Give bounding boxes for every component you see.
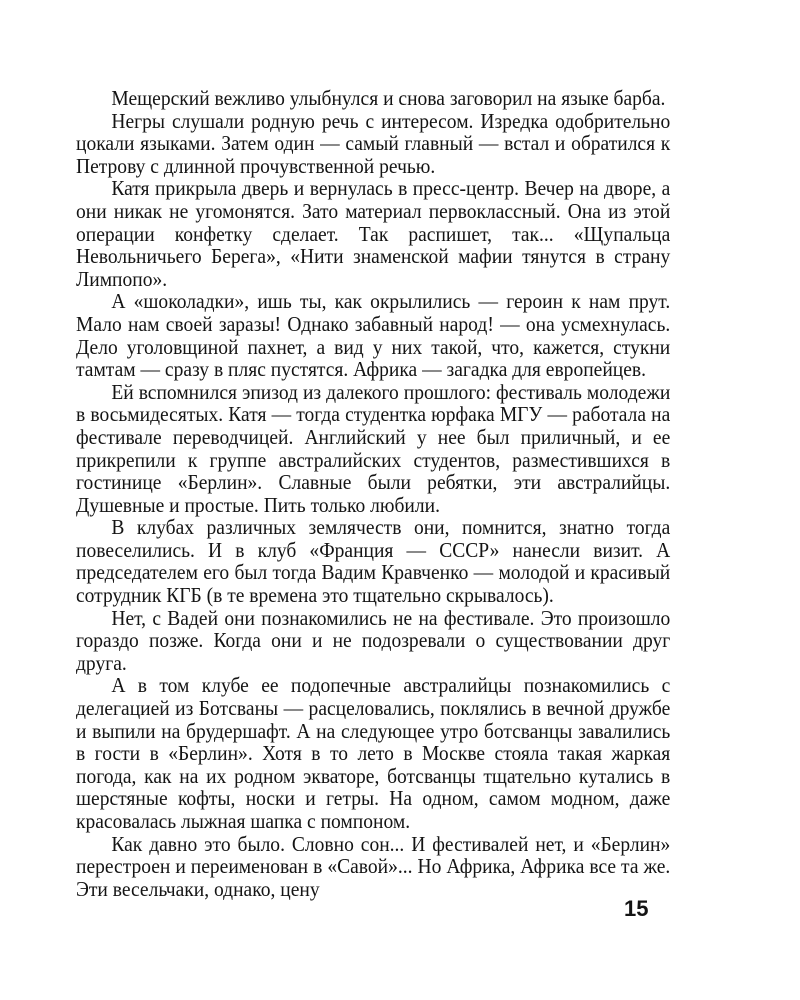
paragraph: Как давно это было. Словно сон... И фестивалей нет, и «Берлин» перестроен и переименован в «Савой»... Но Африка, Африка все та же. Эти весельчаки, однако, цену [76,831,671,901]
paragraph: А в том клубе ее подопечные австралийцы познакомились с делегацией из Ботсваны — расцеловались, поклялись в вечной дружбе и выпили на брудершафт. А на следующее утро ботсванцы завалились в гости в «Берлин». Хотя в то лето в Москве стояла такая жаркая погода, как на их родном экваторе, ботсванцы тщательно кутались в шерстяные кофты, носки и гетры. На одном, самом модном, даже красовалась лыжная шапка с помпоном. [76,673,671,833]
paragraph: Ей вспомнился эпизод из далекого прошлого: фестиваль молодежи в восьмидесятых. Катя — тогда студентка юрфака МГУ — работала на фестивале переводчицей. Английский у нее был приличный, и ее прикрепили к группе австралийских студентов, разместившихся в гостинице «Берлин». Славные были ребятки, эти австралийцы. Душевные и простые. Пить только любили. [76,379,671,517]
paragraph: Негры слушали родную речь с интересом. Изредка одобрительно цокали языками. Затем один — самый главный — встал и обратился к Петрову с длинной прочувственной речью. [76,108,671,178]
paragraph: В клубах различных землячеств они, помнится, знатно тогда повеселились. И в клуб «Франция — СССР» нанесли визит. А председателем его был тогда Вадим Кравченко — молодой и красивый сотрудник КГБ (в те времена это тщательно скрывалось). [76,515,671,608]
paragraph: Нет, с Вадей они познакомились не на фестивале. Это произошло гораздо позже. Когда они и не подозревали о существовании друг друга. [76,605,671,675]
body-text [76,87,670,900]
page-number: 15 [624,896,649,921]
paragraph: Мещерский вежливо улыбнулся и снова заговорил на языке барба. [111,86,666,110]
paragraph: А «шоколадки», ишь ты, как окрылились — героин к нам прут. Мало нам своей заразы! Однако забавный народ! — она усмехнулась. Дело уголовщиной пахнет, а вид у них такой, что, кажется, стукни тамтам — сразу в пляс пустятся. Африка — загадка для европейцев. [76,289,671,382]
paragraph: Катя прикрыла дверь и вернулась в пресс-центр. Вечер на дворе, а они никак не угомонятся. Зато материал первоклассный. Она из этой операции конфетку сделает. Так распишет, так... «Щупальца Невольничьего Берега», «Нити знаменской мафии тянутся в страну Лимпопо». [76,176,671,291]
